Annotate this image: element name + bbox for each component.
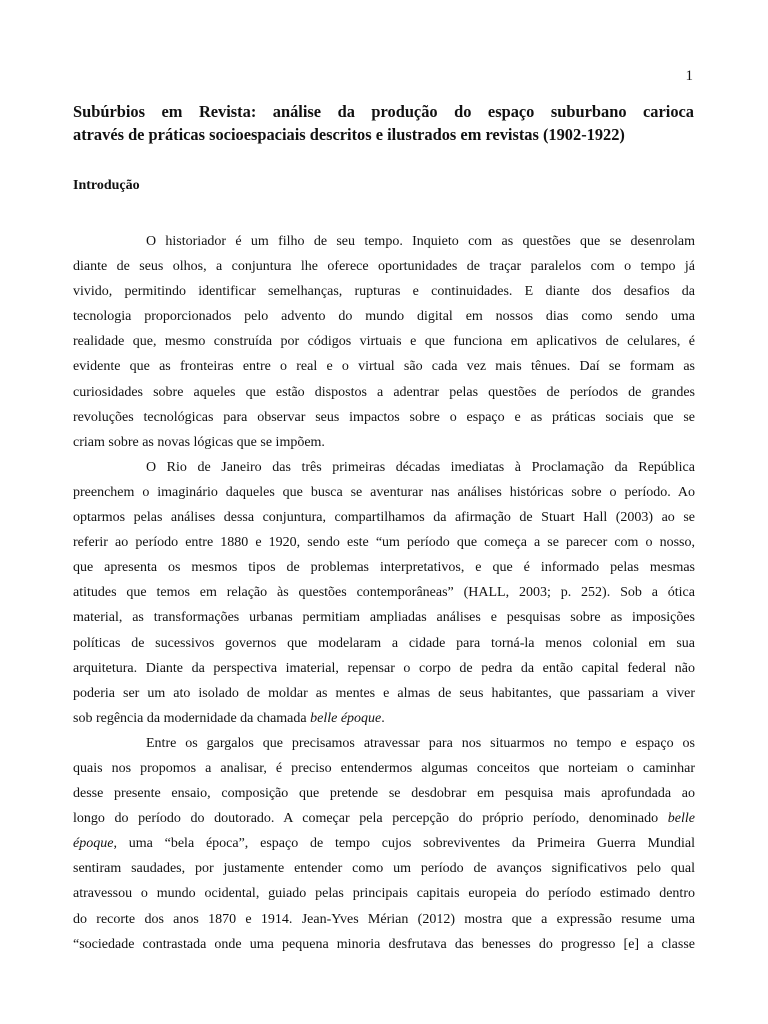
paragraph-line: “sociedade contrastada onde uma pequena minoria desfrutava das benesses do progresso [e] a classe	[73, 936, 695, 952]
paragraph-line: O Rio de Janeiro das três primeiras décadas imediatas à Proclamação da República	[146, 459, 695, 475]
paragraph-line: atitudes que temos em relação às questões contemporâneas” (HALL, 2003; p. 252). Sob a ótica	[73, 585, 695, 601]
paragraph-line: atravessou o mundo ocidental, guiado pelas principais capitais europeia do período estimado dentro	[73, 886, 695, 902]
paragraph-line	[73, 831, 695, 856]
paragraph-line: curiosidades sobre aqueles que estão dispostos a adentrar pelas questões de períodos de grandes	[73, 384, 695, 400]
section-heading: Introdução	[73, 178, 140, 193]
paragraph-line: políticas de sucessivos governos que modelaram a cidade para torná-la menos colonial em sua	[73, 635, 695, 651]
paragraph-line: desse presente ensaio, composição que pretende se desdobrar em pesquisa mais aprofundada ao	[73, 786, 695, 802]
paragraph-line: O historiador é um filho de seu tempo. Inquieto com as questões que se desenrolam	[146, 234, 695, 249]
line-text: longo do período do doutorado. A começar pela percepção do próprio período, denominado	[73, 811, 668, 827]
paragraph-line	[73, 706, 695, 731]
paragraph-line: poderia ser um ato isolado de moldar as mentes e almas de seus habitantes, que passariam a viver	[73, 685, 695, 701]
paragraph-line: sentiram saudades, por justamente entender como um período de avanços significativos pelo qual	[73, 861, 695, 877]
page-number: 1	[685, 68, 693, 84]
paragraph-line: tecnologia proporcionados pelo advento do mundo digital em nossos dias como sendo uma	[73, 309, 695, 325]
line-text: sob regência da modernidade da chamada	[73, 710, 311, 726]
italic-term: belle époque	[310, 710, 382, 726]
paragraph-line: preenchem o imaginário daqueles que busca se aventurar nas análises históricas sobre o período. Ao	[73, 484, 695, 500]
paragraph-line: arquitetura. Diante da perspectiva imaterial, repensar o corpo de pedra da então capital federal não	[73, 660, 695, 676]
paragraph-line: revoluções tecnológicas para observar seus impactos sobre o espaço e as práticas sociais que se	[73, 409, 695, 425]
paragraph-line: do recorte dos anos 1870 e 1914. Jean-Yves Mérian (2012) mostra que a expressão resume uma	[73, 911, 695, 927]
paragraph-line: realidade que, mesmo construída por códigos virtuais e que funciona em aplicativos de celulares, é	[73, 334, 695, 350]
title-line: Subúrbios em Revista: análise da produção do espaço suburbano carioca	[73, 102, 694, 121]
body-text	[73, 229, 695, 957]
paragraph-line: Entre os gargalos que precisamos atravessar para nos situarmos no tempo e espaço os	[146, 735, 695, 751]
paragraph-line: quais nos propomos a analisar, é preciso entendermos algumas conceitos que norteiam o caminhar	[73, 760, 695, 776]
italic-term: belle	[667, 811, 695, 827]
paragraph-line: que apresenta os mesmos tipos de problemas interpretativos, e que é informado pelas mesmas	[73, 560, 695, 576]
paragraph-line: diante de seus olhos, a conjuntura lhe oferece oportunidades de traçar paralelos com o tempo já	[73, 259, 695, 275]
italic-term: époque	[73, 836, 114, 852]
paragraph-line: referir ao período entre 1880 e 1920, sendo este “um período que começa a se parecer com o nosso,	[73, 535, 695, 551]
paragraph-line: evidente que as fronteiras entre o real e o virtual são cada vez mais tênues. Daí se formam as	[73, 359, 695, 375]
line-text: , uma “bela época”, espaço de tempo cujos sobreviventes da Primeira Guerra Mundial	[113, 836, 695, 852]
title-line: através de práticas socioespaciais descritos e ilustrados em revistas (1902-1922)	[73, 125, 625, 144]
paragraph-line: material, as transformações urbanas permitiam ampliadas análises e pesquisas sobre as imposições	[73, 610, 695, 626]
paragraph-line: vivido, permitindo identificar semelhanças, rupturas e continuidades. E diante dos desafios da	[73, 284, 695, 300]
paragraph-line: criam sobre as novas lógicas que se impõem.	[73, 434, 325, 450]
punctuation: .	[381, 710, 385, 726]
document-title	[73, 100, 694, 146]
paragraph-line	[73, 806, 695, 831]
paragraph-line: optarmos pelas análises dessa conjuntura, compartilhamos da afirmação de Stuart Hall (2003) ao se	[73, 510, 695, 526]
